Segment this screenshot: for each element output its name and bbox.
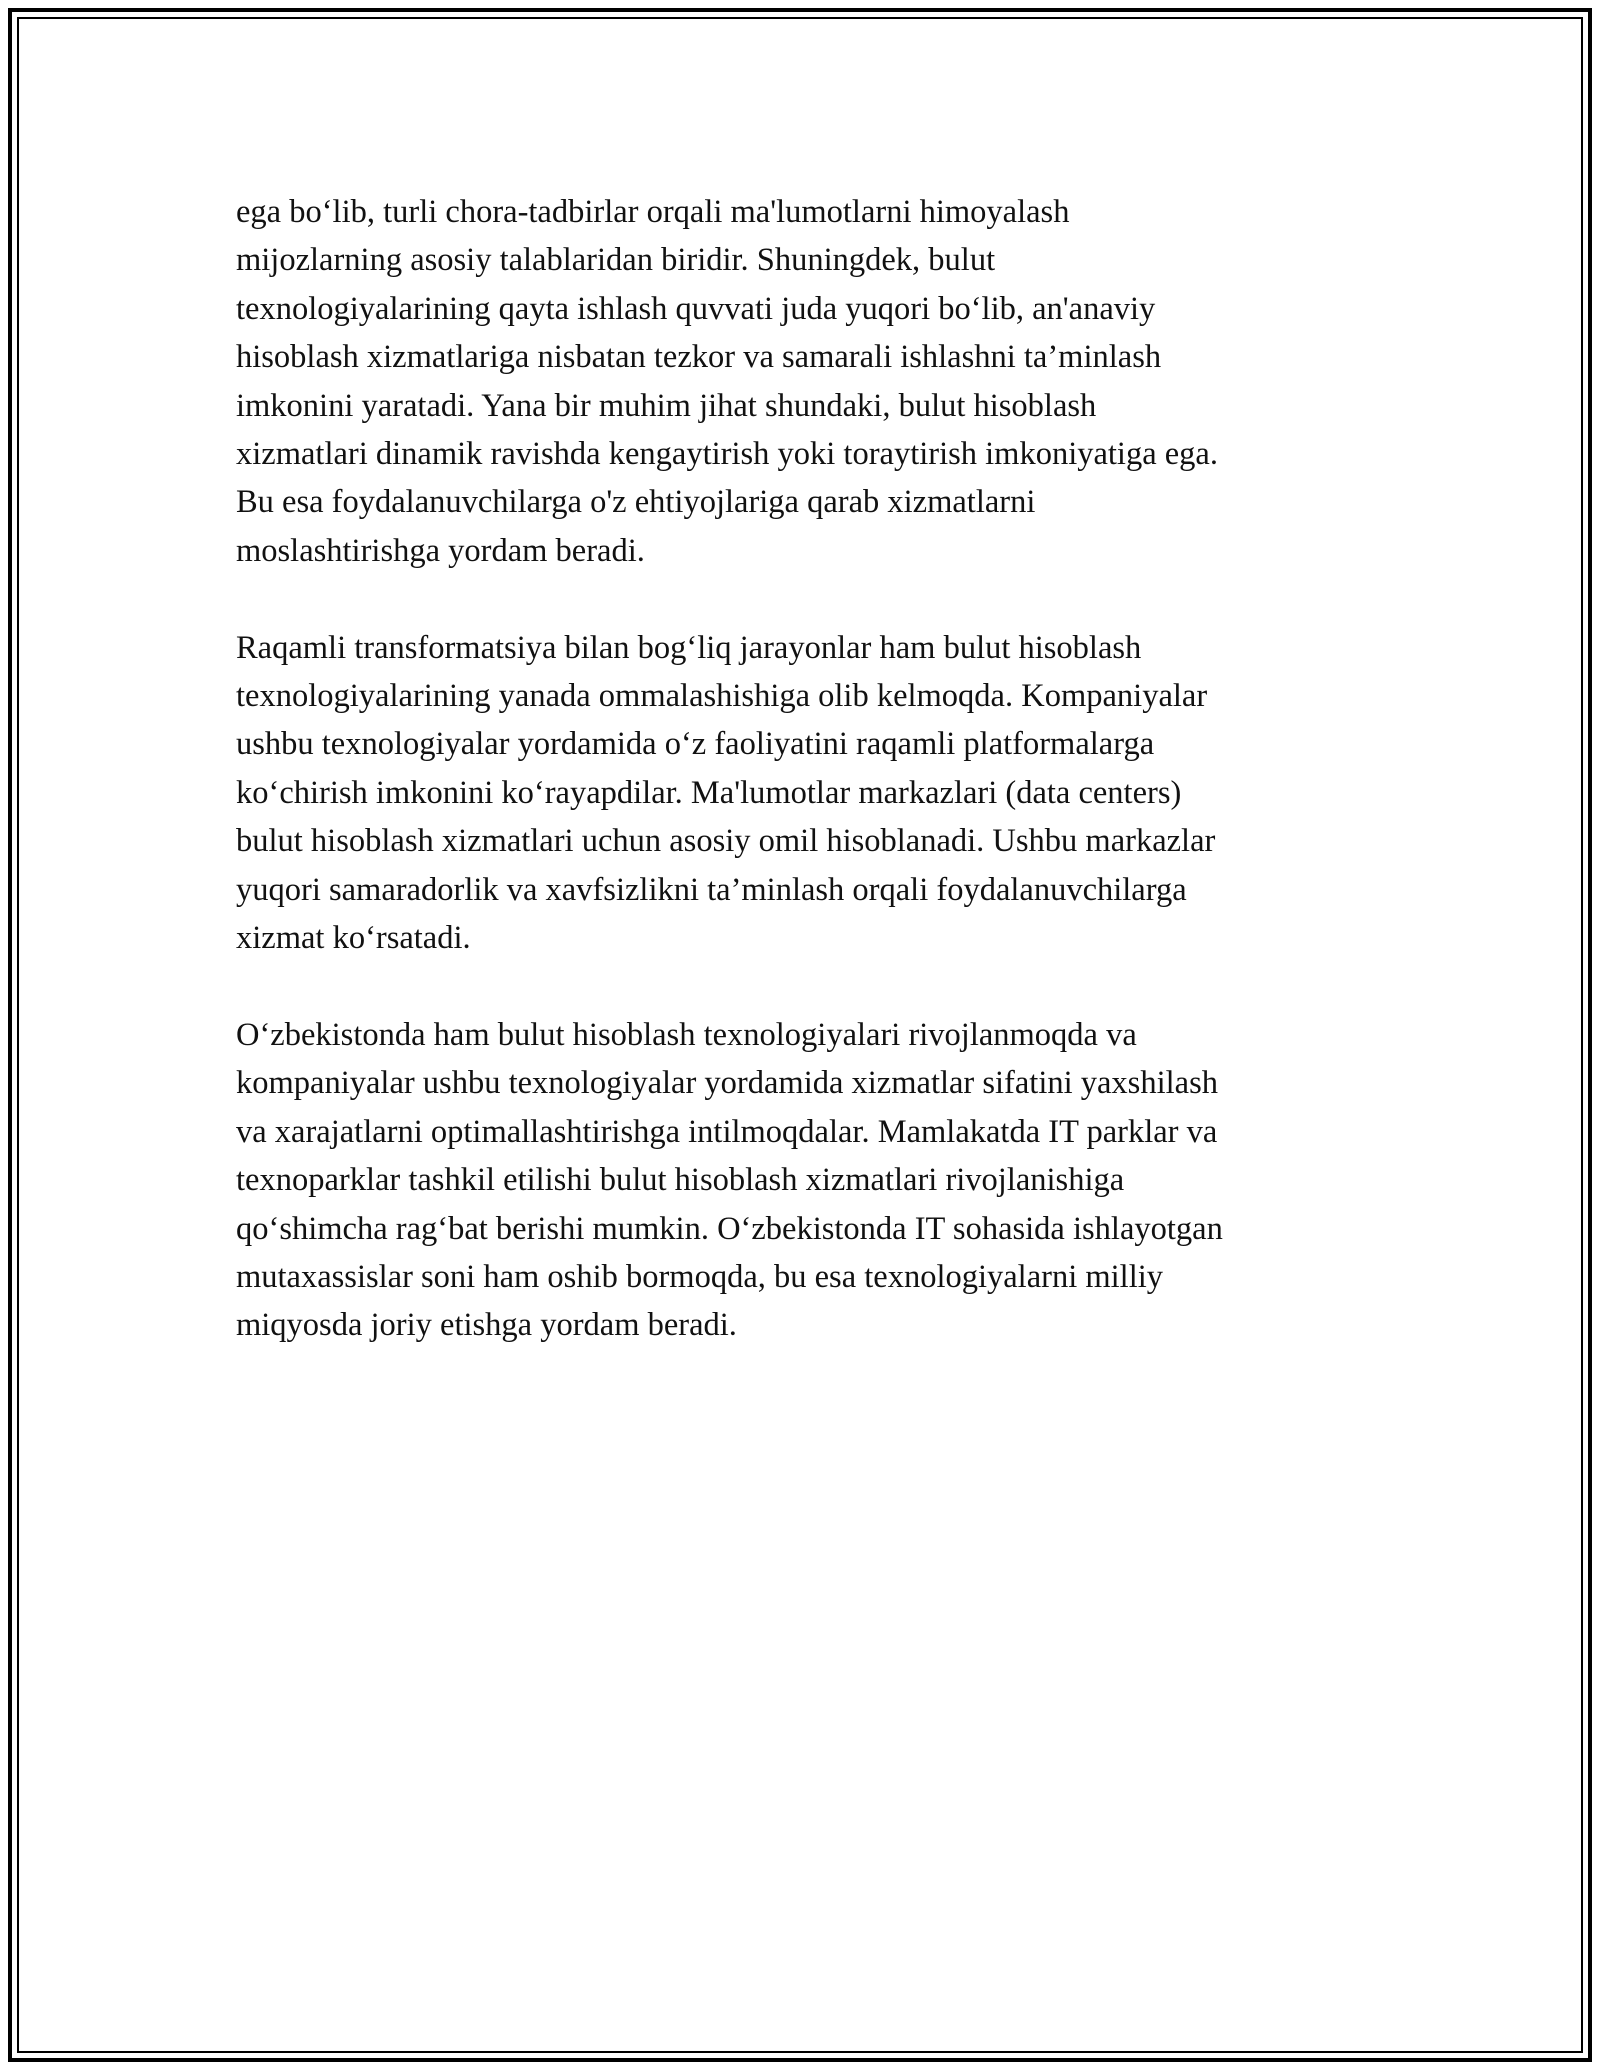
text-line: ega bo‘lib, turli chora-tadbirlar orqali ma'lumotlarni himoyalash [236,194,1070,230]
text-line: yuqori samaradorlik va xavfsizlikni ta’minlash orqali foydalanuvchilarga [236,871,1187,908]
text-line: texnoparklar tashkil etilishi bulut hisoblash xizmatlari rivojlanishiga [236,1162,1125,1199]
paragraph-3 [236,1011,1376,1350]
text-line: Raqamli transformatsiya bilan bog‘liq jarayonlar ham bulut hisoblash [236,629,1142,666]
paragraph-2 [236,624,1376,963]
paragraph-spacer [236,575,1376,623]
document-body [236,188,1376,1350]
text-line: hisoblash xizmatlariga nisbatan tezkor va samarali ishlashni ta’minlash [236,339,1162,376]
text-line: mijozlarning asosiy talablaridan biridir. Shuningdek, bulut [236,242,996,279]
text-line: bulut hisoblash xizmatlari uchun asosiy omil hisoblanadi. Ushbu markazlar [236,823,1216,860]
text-line: imkonini yaratadi. Yana bir muhim jihat shundaki, bulut hisoblash [236,387,1097,424]
text-line: Bu esa foydalanuvchilarga o'z ehtiyojlariga qarab xizmatlarni [236,484,1036,521]
text-line: va xarajatlarni optimallashtirishga intilmoqdalar. Mamlakatda IT parklar va [236,1113,1218,1150]
text-line: miqyosda joriy etishga yordam beradi. [236,1307,737,1344]
paragraph-spacer [236,962,1376,1010]
text-line: ushbu texnologiyalar yordamida o‘z faoliyatini raqamli platformalarga [236,726,1155,763]
text-line: O‘zbekistonda ham bulut hisoblash texnologiyalari rivojlanmoqda va [236,1016,1137,1053]
text-line: texnologiyalarining qayta ishlash quvvati juda yuqori bo‘lib, an'anaviy [236,290,1156,327]
text-line: xizmat ko‘rsatadi. [236,920,471,957]
text-line: qo‘shimcha rag‘bat berishi mumkin. O‘zbekistonda IT sohasida ishlayotgan [236,1210,1223,1247]
text-line: kompaniyalar ushbu texnologiyalar yordamida xizmatlar sifatini yaxshilash [236,1065,1218,1102]
text-line: texnologiyalarining yanada ommalashishiga olib kelmoqda. Kompaniyalar [236,678,1208,715]
text-line: mutaxassislar soni ham oshib bormoqda, bu esa texnologiyalarni milliy [236,1258,1164,1295]
text-line: xizmatlari dinamik ravishda kengaytirish yoki toraytirish imkoniyatiga ega. [236,436,1218,473]
text-line: moslashtirishga yordam beradi. [236,532,645,569]
paragraph-1 [236,188,1376,575]
text-line: ko‘chirish imkonini ko‘rayapdilar. Ma'lumotlar markazlari (data centers) [236,774,1182,811]
